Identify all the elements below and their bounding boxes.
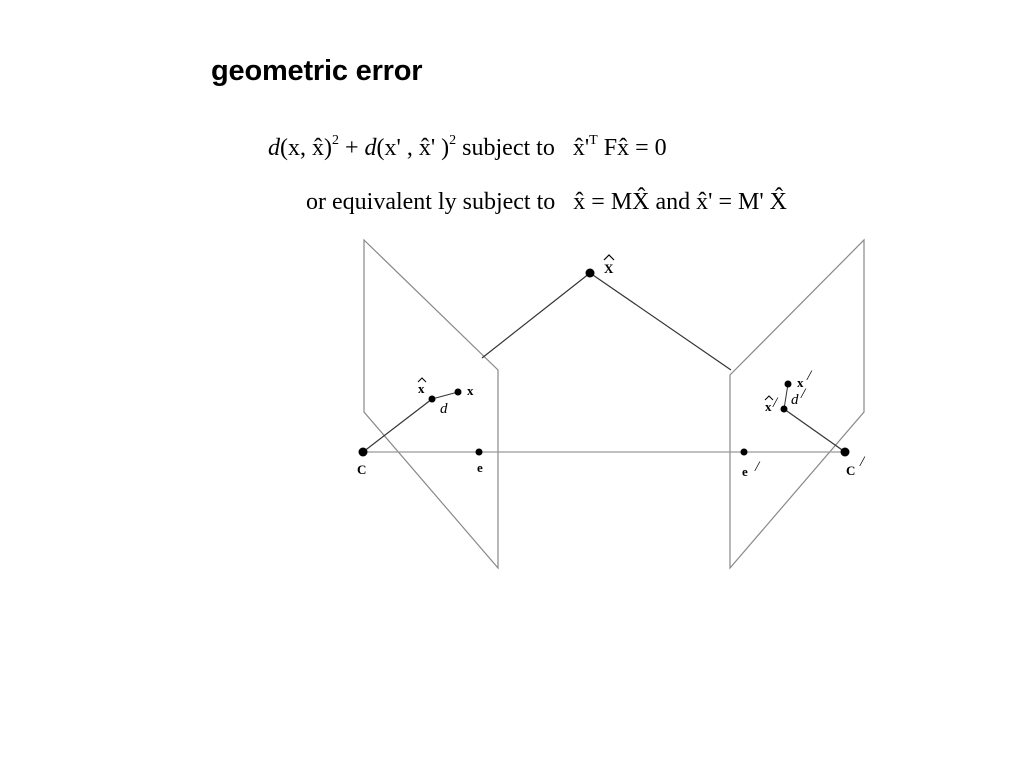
eq1-arg1: (x, x̂) [280, 135, 332, 161]
eq1-d1: d [268, 135, 280, 161]
eq1-lhs: x̂' [572, 135, 590, 161]
label-x-hat-prime: x [765, 399, 772, 414]
label-C: C [357, 462, 367, 477]
label-C-prime-mark: / [860, 454, 865, 470]
right-distance-d [784, 384, 788, 409]
eq1-subject: subject to [462, 135, 555, 161]
eq1-sq2: 2 [449, 133, 457, 148]
hat-mark-X [604, 255, 614, 260]
eq2-expr2: x̂' = M' X̂ [696, 189, 788, 215]
label-C-prime: C [846, 463, 856, 478]
label-x-prime: x [797, 375, 804, 390]
label-e: e [477, 460, 483, 475]
eq1-arg2: (x' , x̂' ) [376, 135, 450, 161]
point-X-hat [586, 269, 595, 278]
eq2-and: and [655, 189, 691, 215]
eq1-d2: d [364, 135, 377, 161]
label-x: x [467, 383, 474, 398]
right-ray-to-X [590, 273, 731, 370]
label-e-prime-mark: / [755, 459, 760, 475]
right-ray-C-to-xhat [784, 409, 845, 452]
label-X: X [604, 261, 614, 276]
eq1-plus: + [344, 135, 359, 161]
label-x-hat-prime-mark: / [773, 395, 778, 411]
left-ray-to-X [482, 273, 590, 358]
point-x [455, 389, 462, 396]
left-ray-C-to-xhat [363, 399, 432, 452]
left-distance-d [432, 392, 458, 399]
eq2-prefix: or equivalent ly subject to [306, 189, 556, 215]
point-x-hat [429, 396, 436, 403]
label-x-prime-mark: / [807, 368, 812, 384]
point-x-prime [785, 381, 792, 388]
point-e [476, 449, 483, 456]
eq1-transpose: T [589, 133, 598, 148]
eq2-expr1: x̂ = MX̂ [573, 189, 650, 215]
label-e-prime: e [742, 464, 748, 479]
point-C-prime [841, 448, 850, 457]
eq1-rhs: Fx̂ = 0 [603, 135, 667, 161]
label-d-prime-mark: / [801, 386, 806, 402]
point-e-prime [741, 449, 748, 456]
left-image-plane [364, 240, 498, 568]
point-C [359, 448, 368, 457]
point-x-hat-prime [781, 406, 788, 413]
label-d-prime: d [791, 392, 799, 408]
label-x-hat: x [418, 381, 425, 396]
slide-title: geometric error [211, 55, 423, 87]
label-d: d [440, 401, 448, 417]
eq1-sq1: 2 [331, 133, 339, 148]
